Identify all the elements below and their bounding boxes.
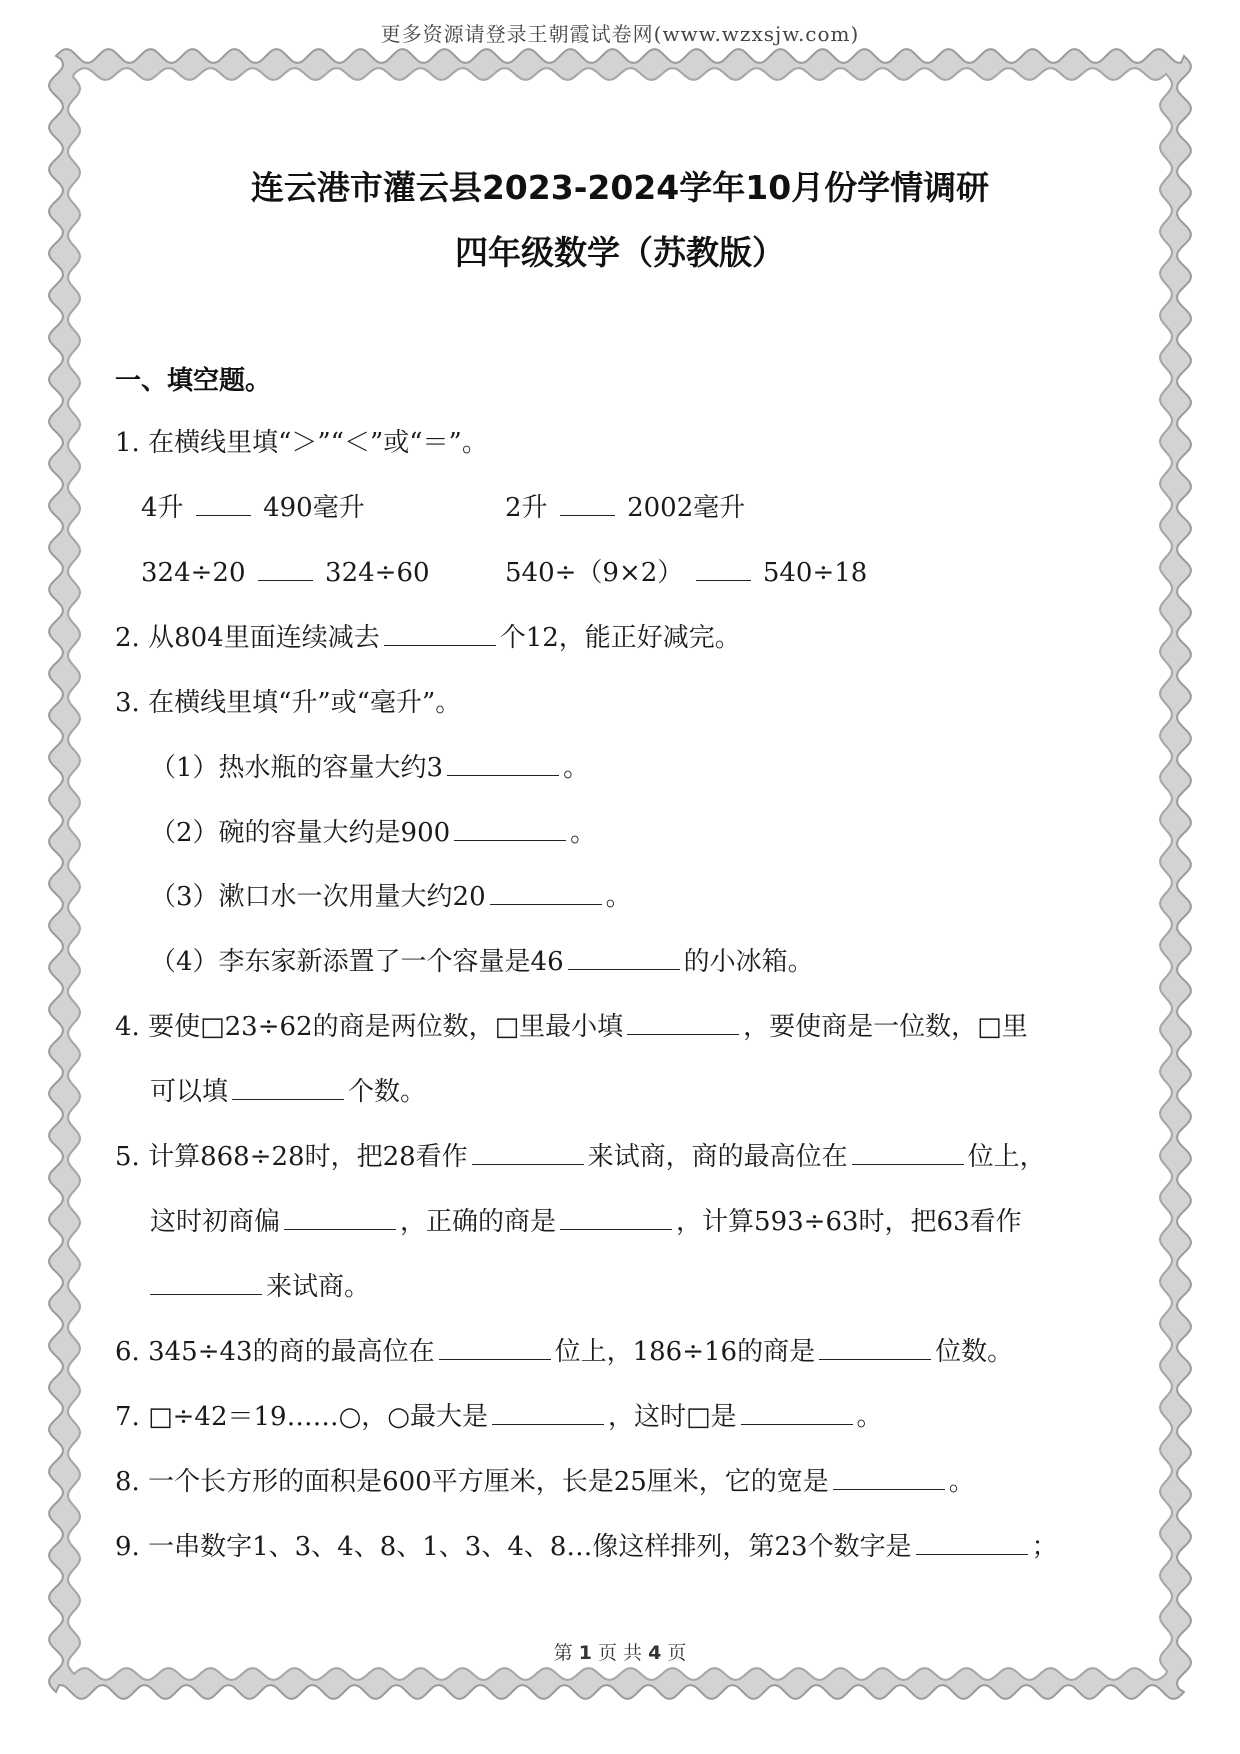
question-3-sub-1 bbox=[150, 751, 589, 785]
question-1-row-2b bbox=[505, 556, 867, 590]
q2-text-after: 个12，能正好减完。 bbox=[499, 623, 741, 653]
q3-s3-text: （3）漱口水一次用量大约20 bbox=[150, 882, 486, 912]
q5-text-a: 5. 计算868÷28时，把28看作 bbox=[115, 1142, 468, 1172]
question-2 bbox=[115, 621, 741, 655]
q3-s2-end: 。 bbox=[570, 818, 597, 848]
answer-blank[interactable] bbox=[384, 621, 496, 646]
question-3-sub-3 bbox=[150, 880, 632, 914]
q1-r2b-left: 540÷（9×2） bbox=[505, 558, 684, 588]
footer-label-di: 第 bbox=[553, 1642, 573, 1664]
q5-text-e: ，正确的商是 bbox=[400, 1207, 557, 1237]
answer-blank[interactable] bbox=[916, 1530, 1028, 1555]
q6-text-c: 位数。 bbox=[935, 1337, 1014, 1367]
watermark-header: 更多资源请登录王朝霞试卷网(www.wzxsjw.com) bbox=[380, 22, 860, 46]
q8-text-b: 。 bbox=[948, 1467, 975, 1497]
answer-blank[interactable] bbox=[472, 1140, 584, 1165]
question-9 bbox=[115, 1530, 1058, 1564]
question-5-line-2 bbox=[150, 1205, 1022, 1239]
answer-blank[interactable] bbox=[439, 1335, 551, 1360]
q4-text-d: 个数。 bbox=[348, 1077, 427, 1107]
answer-blank[interactable] bbox=[696, 556, 751, 581]
question-3-sub-2 bbox=[150, 816, 596, 850]
q7-text-b: ，这时□是 bbox=[607, 1402, 737, 1432]
q5-text-b: 来试商，商的最高位在 bbox=[587, 1142, 848, 1172]
q8-text-a: 8. 一个长方形的面积是600平方厘米，长是25厘米，它的宽是 bbox=[115, 1467, 829, 1497]
answer-blank[interactable] bbox=[560, 491, 615, 516]
question-1-prompt: 1. 在横线里填“＞”“＜”或“＝”。 bbox=[115, 428, 488, 458]
footer-label-ye-gong: 页 共 bbox=[597, 1642, 643, 1664]
question-4-line-2 bbox=[150, 1075, 426, 1109]
q1-r1b-left: 2升 bbox=[505, 493, 548, 523]
answer-blank[interactable] bbox=[284, 1205, 396, 1230]
answer-blank[interactable] bbox=[447, 751, 559, 776]
q3-s1-end: 。 bbox=[563, 753, 590, 783]
q3-s4-text: （4）李东家新添置了一个容量是46 bbox=[150, 947, 564, 977]
answer-blank[interactable] bbox=[258, 556, 313, 581]
q6-text-b: 位上，186÷16的商是 bbox=[554, 1337, 816, 1367]
answer-blank[interactable] bbox=[819, 1335, 931, 1360]
answer-blank[interactable] bbox=[568, 945, 680, 970]
q1-r1b-right: 2002毫升 bbox=[627, 493, 746, 523]
question-3-prompt: 3. 在横线里填“升”或“毫升”。 bbox=[115, 688, 462, 718]
q1-r2a-right: 324÷60 bbox=[325, 558, 430, 588]
q1-r1a-right: 490毫升 bbox=[263, 493, 365, 523]
answer-blank[interactable] bbox=[560, 1205, 672, 1230]
q4-text-b: ，要使商是一位数，□里 bbox=[743, 1012, 1028, 1042]
q4-text-a: 4. 要使□23÷62的商是两位数，□里最小填 bbox=[115, 1012, 624, 1042]
question-1-row-1a bbox=[141, 491, 365, 525]
q3-s4-end: 的小冰箱。 bbox=[683, 947, 814, 977]
question-4-line-1 bbox=[115, 1010, 1028, 1044]
answer-blank[interactable] bbox=[490, 880, 602, 905]
page-footer bbox=[0, 1638, 1240, 1665]
q3-s2-text: （2）碗的容量大约是900 bbox=[150, 818, 451, 848]
answer-blank[interactable] bbox=[232, 1075, 344, 1100]
q9-text-b: ； bbox=[1031, 1532, 1058, 1562]
question-8 bbox=[115, 1465, 975, 1499]
q5-text-f: ，计算593÷63时，把63看作 bbox=[676, 1207, 1022, 1237]
exam-subtitle: 四年级数学（苏教版） bbox=[455, 233, 785, 272]
question-1-row-1b bbox=[505, 491, 745, 525]
answer-blank[interactable] bbox=[833, 1465, 945, 1490]
answer-blank[interactable] bbox=[150, 1270, 262, 1295]
q2-text-before: 2. 从804里面连续减去 bbox=[115, 623, 380, 653]
question-3-sub-4 bbox=[150, 945, 814, 979]
q6-text-a: 6. 345÷43的商的最高位在 bbox=[115, 1337, 435, 1367]
answer-blank[interactable] bbox=[852, 1140, 964, 1165]
q9-text-a: 9. 一串数字1、3、4、8、1、3、4、8…像这样排列，第23个数字是 bbox=[115, 1532, 912, 1562]
question-6 bbox=[115, 1335, 1013, 1369]
exam-title: 连云港市灌云县2023-2024学年10月份学情调研 bbox=[250, 168, 990, 207]
q4-text-c: 可以填 bbox=[150, 1077, 229, 1107]
q1-r2b-right: 540÷18 bbox=[762, 558, 868, 588]
answer-blank[interactable] bbox=[492, 1400, 604, 1425]
total-pages: 4 bbox=[648, 1642, 662, 1664]
answer-blank[interactable] bbox=[741, 1400, 853, 1425]
q1-r2a-left: 324÷20 bbox=[141, 558, 246, 588]
footer-label-ye: 页 bbox=[667, 1642, 687, 1664]
question-1-row-2a bbox=[141, 556, 430, 590]
q5-text-d: 这时初商偏 bbox=[150, 1207, 281, 1237]
answer-blank[interactable] bbox=[627, 1010, 739, 1035]
q1-r1a-left: 4升 bbox=[141, 493, 184, 523]
q5-text-g: 来试商。 bbox=[266, 1272, 371, 1302]
page-number: 1 bbox=[578, 1642, 592, 1664]
section-heading-fill-in: 一、填空题。 bbox=[115, 366, 272, 396]
answer-blank[interactable] bbox=[196, 491, 251, 516]
question-7 bbox=[115, 1400, 883, 1434]
q3-s1-text: （1）热水瓶的容量大约3 bbox=[150, 753, 444, 783]
question-5-line-3 bbox=[150, 1270, 370, 1304]
q5-text-c: 位上， bbox=[967, 1142, 1046, 1172]
answer-blank[interactable] bbox=[454, 816, 566, 841]
q7-text-a: 7. □÷42＝19……○，○最大是 bbox=[115, 1402, 488, 1432]
q7-text-c: 。 bbox=[856, 1402, 883, 1432]
q3-s3-end: 。 bbox=[605, 882, 632, 912]
question-5-line-1 bbox=[115, 1140, 1046, 1174]
